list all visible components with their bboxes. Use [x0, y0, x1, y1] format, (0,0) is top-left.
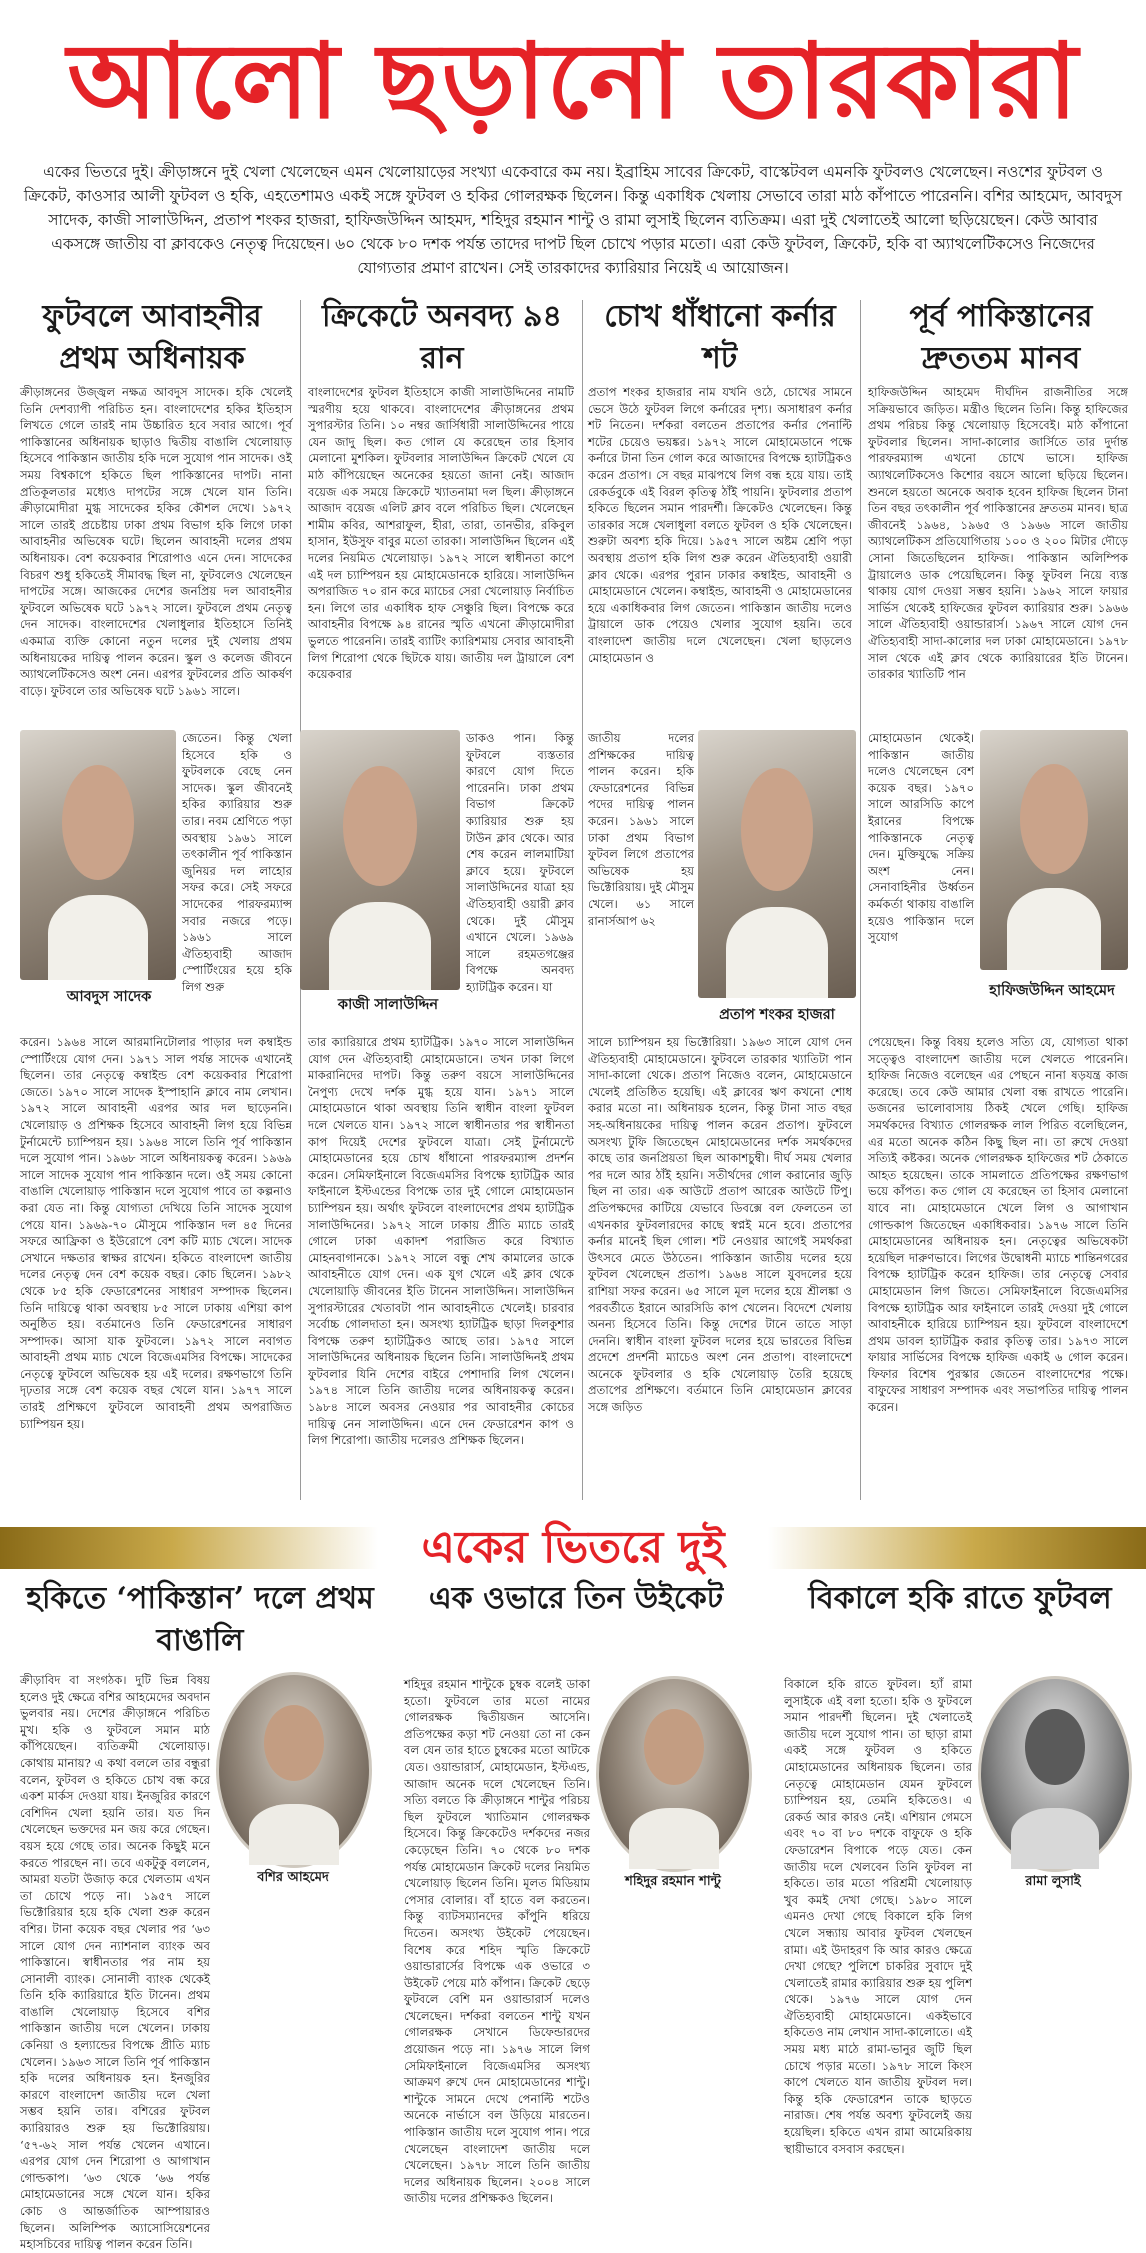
photo-hafizuddin-ahmed [980, 730, 1128, 970]
column-1-text-bottom: করেন। ১৯৬৪ সালে আরমানিটোলার পাড়ার দল কম্বাইন্ড স্পোর্টিংয়ে যোগ দেন। ১৯৭১ সাল পর্যন্ত সাদেক এখানেই ছিলেন। তার নেতৃত্বে কম্বাইন্ড বেশ কয়েকবার শিরোপা জেতে। ১৯৭০ সালে সাদেক ইস্পাহানি ক্লাবে নাম লেখান। ১৯৭২ সালে আবাহনী এরপর আর দল ছাড়েননি। খেলোয়াড় ও প্রশিক্ষক হিসেবে আবাহনী লিগ হয়ে বিভিন্ন টুর্নামেন্টে চ্যাম্পিয়ন হয়। ১৯৬৪ সালে তিনি পূর্ব পাকিস্তান দলে সুযোগ পান। ১৯৬৮ সালে অধিনায়কত্ব করেন। ১৯৬৯ সালে সাদেক সুযোগ পান পাকিস্তান দলে। ওই সময় কোনো বাঙালি খেলোয়াড় পাকিস্তান দলে সুযোগ পাবে তা কল্পনাও করা যেত না। কিন্তু যোগ্যতা দেখিয়ে তিনি সাদেক সুযোগ পেয়ে যান। ১৯৬৯-৭০ মৌসুমে পাকিস্তান দল ৪৫ দিনের সফরে আফ্রিকা ও ইউরোপে বেশ কটি ম্যাচ খেলে। সাদেক সেখানে দক্ষতার স্বাক্ষর রাখেন। হকিতে বাংলাদেশ জাতীয় দলের নেতৃত্ব দেন বেশ কয়েক বছর। কোচ ছিলেন। ১৯৮২ থেকে ৮৫ হকি ফেডারেশনের সাধারণ সম্পাদক ছিলেন। তিনি দায়িত্বে থাকা অবস্থায় ৮৫ সালে ঢাকায় এশিয়া কাপ অনুষ্ঠিত হয়। বর্তমানেও তিনি ফেডারেশনের সাধারণ সম্পাদক। আসা যাক ফুটবলে। ১৯৭২ সালে নবাগত আবাহনী প্রথম ম্যাচ খেলে বিজেএমসির বিপক্ষে। সাদেকের নেতৃত্বে ফুটবলে অভিষেক হয় এই দলের। রক্ষণভাগে তিনি দৃঢ়তার সঙ্গে বেশ কয়েক বছর খেলে যান। ১৯৭৭ সালে তারই প্রশিক্ষণে ফুটবলে আবাহনী প্রথম অপরাজিত চ্যাম্পিয়ন হয়। [20, 1035, 292, 1431]
bottom-column-2-text: শহিদুর রহমান শান্টুকে চুম্বক বলেই ডাকা হতো। ফুটবলে তার মতো নামের গোলরক্ষক দ্বিতীয়জন আসেনি। প্রতিপক্ষের কড়া শট নেওয়া তো না কেন বল যেন তার হাতে চুম্বকের মতো আটকে যেত। ওয়ান্ডারার্স, মোহামেডান, ইস্টএন্ড, আজাদ অনেক দলে খেলেছেন তিনি। সত্যি বলতে কি ক্রীড়াঙ্গনে শান্টুর পরিচয় ছিল ফুটবলে খ্যাতিমান গোলরক্ষক হিসেবে। কিন্তু ক্রিকেটেও দর্শকদের নজর কেড়েছেন তিনি। ৭০ থেকে ৮০ দশক পর্যন্ত মোহামেডান ক্রিকেট দলের নিয়মিত খেলোয়াড় ছিলেন তিনি। মূলত মিডিয়াম পেসার বোলার। বাঁ হাতে বল করতেন। কিন্তু ব্যাটসম্যানদের কাঁপুনি ধরিয়ে দিতেন। অসংখ্য উইকেট পেয়েছেন। বিশেষ করে শহিদ স্মৃতি ক্রিকেটে ওয়ান্ডারার্সের বিপক্ষে এক ওভারে ৩ উইকেট পেয়ে মাঠ কাঁপান। ক্রিকেট ছেড়ে ফুটবলে বেশি মন ওয়ান্ডারার্স দলেও খেলেছেন। দর্শকরা বলতেন শান্টু যখন গোলরক্ষক সেখানে ডিফেন্ডারদের প্রয়োজন পড়ে না। ১৯৭৬ সালে লিগ সেমিফাইনালে বিজেএমসির অসংখ্য আক্রমণ রুখে দেন মোহামেডানের শান্টু। শান্টুকে সামনে দেখে পেনাল্টি শটেও অনেকে নার্ভাসে বল উড়িয়ে মারতেন। পাকিস্তান জাতীয় দলে সুযোগ পান। পরে খেলেছেন বাংলাদেশ জাতীয় দলে খেলেছেন। ১৯৭৮ সালে তিনি জাতীয় দলের অধিনায়ক ছিলেন। ২০০৪ সালে জাতীয় দলের প্রশিক্ষকও ছিলেন। [404, 1677, 590, 2206]
caption-pratap-shankar-hazra: প্রতাপ শংকর হাজরা [700, 1004, 854, 1028]
column-3-text-top: প্রতাপ শংকর হাজরার নাম যখনি ওঠে, চোখের সামনে ভেসে উঠে ফুটবল লিগে কর্নারের দৃশ্য। অসাধারণ কর্নার শট নিতেন। দর্শকরা বলতেন প্রতাপের কর্নার পেনাল্টি শটের চেয়েও ভয়ঙ্কর। ১৯৭২ সালে মোহামেডানে পক্ষে কর্নারে টানা তিন গোল করে আজাদের বিপক্ষে হ্যাটট্রিকও করেন প্রতাপ। সে বছর মাঝপথে লিগ বন্ধ হয়ে যায়। তাই রেকর্ডবুকে এই বিরল কৃতিত্ব ঠাঁই পায়নি। ফুটবলার প্রতাপ হকিতে ছিলেন সমান পারদর্শী। ক্রিকেটও খেলেছেন। কিন্তু তারকার সঙ্গে খেলাধুলা বলতে ফুটবল ও হকি খেলেছেন। শুরুটা অবশ্য হকি দিয়ে। ১৯৫৭ সালে অষ্টম শ্রেণি পড়া অবস্থায় প্রতাপ হকি লিগ শুরু করেন ঐতিহ্যবাহী ওয়ারী ক্লাব থেকে। এরপর পুরান ঢাকার কম্বাইন্ড, আবাহনী ও মোহামেডানে খেলেন। কম্বাইন্ড, আবাহনী ও মোহামেডানের হয়ে একাধিকবার লিগ জেতেন। পাকিস্তান জাতীয় দলেও ট্রায়ালে ডাক পেয়েও খেলার সুযোগ হয়নি। তবে বাংলাদেশ জাতীয় দলে খেলেছেন। খেলা ছাড়লেও মোহামেডান ও [588, 385, 853, 665]
column-2-text-side: ডাকও পান। কিন্তু ফুটবলে ব্যস্ততার কারণে যোগ দিতে পারেননি। ঢাকা প্রথম বিভাগ ক্রিকেট ক্যারিয়ার শুরু হয় টাউন ক্লাব থেকে। আর শেষ করেন লালমাটিয়া ক্লাবে হয়ে। ফুটবলে সালাউদ্দিনের যাত্রা হয় ঐতিহ্যবাহী ওয়ারী ক্লাব থেকে। দুই মৌসুম এখানে খেলে। ১৯৬৯ সালে রহমতগঞ্জের বিপক্ষে অনবদ্য হ্যাটট্রিক করেন। যা [466, 731, 574, 994]
column-1-text-side: জেতেন। কিন্তু খেলা হিসেবে হকি ও ফুটবলকে বেছে নেন সাদেক। স্কুল জীবনেই হকির ক্যারিয়ার শুরু তার। নবম শ্রেণিতে পড়া অবস্থায় ১৯৬১ সালে তৎকালীন পূর্ব পাকিস্তান জুনিয়র দল লাহোর সফর করে। সেই সফরে সাদেকের পারফরম্যান্স সবার নজরে পড়ে। ১৯৬১ সালে ঐতিহ্যবাহী আজাদ স্পোর্টিংয়ের হয়ে হকি লিগ শুরু [182, 731, 292, 994]
column-2-title: ক্রিকেটে অনবদ্য ৯৪ রান [322, 299, 562, 376]
portrait-body [1011, 1808, 1100, 1869]
photo-shahidur-rahman-shantu [596, 1676, 752, 1872]
caption-bashir-ahmed: বশির আহমেদ [228, 1868, 358, 1889]
intro-paragraph: একের ভিতরে দুই। ক্রীড়াঙ্গনে দুই খেলা খেলেছেন এমন খেলোয়াড়ের সংখ্যা একেবারে কম নয়। ইব্রাহিম সাবের ক্রিকেট, বাস্কেটবল এমনকি ফুটবলও খেলেছেন। নওশের ফুটবল ও ক্রিকেট, কাওসার আলী ফুটবল ও হকি, এহতেশামও একই সঙ্গে ফুটবল ও হকির গোলরক্ষক ছিলেন। কিন্তু একাধিক খেলায় সেভাবে তারা মাঠ কাঁপাতে পারেননি। বশির আহমেদ, আবদুস সাদেক, কাজী সালাউদ্দিন, প্রতাপ শংকর হাজরা, হাফিজউদ্দিন আহমদ, শহিদুর রহমান শান্টু ও রামা লুসাই ছিলেন ব্যতিক্রম। এরা দুই খেলাতেই আলো ছড়িয়েছেন। কেউ আবার একসঙ্গে জাতীয় বা ক্লাবকেও নেতৃত্ব দিয়েছেন। ৬০ থেকে ৮০ দশক পর্যন্ত তাদের দাপট ছিল চোখে পড়ার মতো। এরা কেউ ফুটবল, ক্রিকেট, হকি বা অ্যাথলেটিকসেও নিজেদের যোগ্যতার প্রমাণ রাখেন। সেই তারকাদের ক্যারিয়ার নিয়েই এ আয়োজন। [23, 163, 1123, 277]
portrait-head [343, 766, 417, 886]
column-rule [582, 300, 583, 1500]
photo-pratap-shankar-hazra [698, 730, 856, 998]
column-4-title: পূর্ব পাকিস্তানের দ্রুততম মানব [909, 299, 1093, 376]
column-2-text-top: বাংলাদেশের ফুটবল ইতিহাসে কাজী সালাউদ্দিনের নামটি স্মরণীয় হয়ে থাকবে। বাংলাদেশের ক্রীড়াঙ্গনের প্রথম সুপারস্টার তিনি। ১০ নম্বর জার্সিধারী সালাউদ্দিনের পায়ে যেন জাদু ছিল। কত গোল যে করেছেন তার হিসাব মেলানো মুশকিল। ফুটবলার সালাউদ্দিন ক্রিকেট খেলে যে মাঠ কাঁপিয়েছেন অনেকের হয়তো জানা নেই। আজাদ বয়েজ এক সময়ে ক্রিকেটে খ্যাতনামা দল ছিল। ক্রীড়াঙ্গনে আজাদ বয়েজ এলিট ক্লাব বলে পরিচিত ছিল। খেলেছেন শামীম কবির, আশরাফুল, হীরা, তারা, তানভীর, রকিবুল হাসান, ইউসুফ বাবুর মতো তারকা। সালাউদ্দিন ছিলেন এই দলের নিয়মিত খেলোয়াড়। ১৯৭২ সালে স্বাধীনতা কাপে এই দল চ্যাম্পিয়ন হয় মোহামেডানকে হারিয়ে। সালাউদ্দিন অপরাজিত ৭০ রান করে ম্যাচের সেরা খেলোয়াড় নির্বাচিত হন। লিগে তার একাধিক হাফ সেঞ্চুরি ছিল। বিপক্ষে করে আবাহনীর বিপক্ষে ৯৪ রানের স্মৃতি এখনো ক্রীড়ামোদীরা ভুলতে পারেননি। তারই ব্যাটিং ক্যারিশমায় সেবার আবাহনী লিগ শিরোপা থেকে ছিটকে যায়। জাতীয় দল ট্রায়ালে বেশ কয়েকবার [308, 385, 574, 682]
photo-kazi-salahuddin [300, 730, 460, 990]
caption-shahidur-rahman-shantu: শহিদুর রহমান শান্টু [600, 1872, 746, 1893]
caption-kazi-salahuddin: কাজী সালাউদ্দিন [318, 994, 458, 1018]
column-4-text-top: হাফিজউদ্দিন আহমেদ দীর্ঘদিন রাজনীতির সঙ্গে সক্রিয়ভাবে জড়িত। মন্ত্রীও ছিলেন তিনি। কিন্তু হাফিজের প্রথম পরিচয় কিন্তু খেলোয়াড় হিসেবেই। মাঠ কাঁপানো ফুটবলার ছিলেন। সাদা-কালোর জার্সিতে তার দুর্দান্ত পারফরম্যান্স এখনো চোখে ভাসে। হাফিজ অ্যাথলেটিকসেও কিশোর বয়সে আলো ছড়িয়ে ছিলেন। শুনলে হয়তো অনেকে অবাক হবেন হাফিজ ছিলেন টানা তিন বছর তৎকালীন পূর্ব পাকিস্তানের দ্রুততম মানব। ছাত্র জীবনেই ১৯৬৪, ১৯৬৫ ও ১৯৬৬ সালে জাতীয় অ্যাথলেটিকস প্রতিযোগিতায় ১০০ ও ২০০ মিটার দৌড়ে সোনা জিতেছিলেন হাফিজ। পাকিস্তান অলিম্পিক ট্রায়ালেও ডাক পেয়েছিলেন। কিন্তু ফুটবল নিয়ে ব্যস্ত থাকায় যোগ দেওয়া সম্ভব হয়নি। ১৯৬২ সালে ফায়ার সার্ভিস থেকেই হাফিজের ফুটবল ক্যারিয়ার শুরু। ১৯৬৬ সালে ঐতিহ্যবাহী ওয়ান্ডারার্স। ১৯৬৭ সালে যোগ দেন ঐতিহ্যবাহী সাদা-কালোর দল ঢাকা মোহামেডানে। ১৯৭৮ সাল থেকে এই ক্লাব থেকে ক্যারিয়ারের ইতি টানেন। তারকার খ্যাতিটি পান [868, 385, 1128, 682]
caption-abdus-sadek: আবদুস সাদেক [44, 986, 174, 1010]
caption-hafizuddin-ahmed: হাফিজউদ্দিন আহমেদ [972, 980, 1132, 1004]
photo-bashir-ahmed [216, 1672, 372, 1868]
portrait-head [741, 768, 814, 891]
portrait-head [1025, 1709, 1084, 1785]
bottom-column-2-title: এক ওভারে তিন উইকেট [428, 1581, 724, 1616]
column-rule [860, 300, 861, 1500]
portrait-head [264, 1705, 324, 1781]
portrait-body [1007, 888, 1102, 970]
column-1-text-top: ক্রীড়াঙ্গনের উজ্জ্বল নক্ষত্র আবদুস সাদেক। হকি খেলেই তিনি দেশব্যাপী পরিচিত হন। বাংলাদেশের হকির ইতিহাস লিখতে গেলে তারই নাম উচ্চারিত হবে সবার আগে। পূর্ব পাকিস্তানের অধিনায়ক ছাড়াও দ্বিতীয় বাঙালি খেলোয়াড় হিসেবে পাকিস্তান জাতীয় হকি দলে সুযোগ পান সাদেক। ওই সময় বিশ্বকাপে হকিতে ছিল পাকিস্তানের দাপট। নানা প্রতিকূলতার মধ্যেও দাপটের সঙ্গে খেলে যান তিনি। ক্রীড়ামোদীরা মুগ্ধ সাদেকের হকির কৌশল দেখে। ১৯৭২ সালে তারই প্রচেষ্টায় ঢাকা প্রথম বিভাগ হকি লিগে ঢাকা আবাহনীর অভিষেক ঘটে। ছিলেন আবাহনী দলের প্রথম অধিনায়ক। বেশ কয়েকবার শিরোপাও এনে দেন। সাদেকের বিচরণ শুধু হকিতেই সীমাবদ্ধ ছিল না, ফুটবলেও খেলেছেন দাপটের সঙ্গে। আজকের দেশের জনপ্রিয় দল আবাহনীর ফুটবলে অভিষেক ঘটে ১৯৭২ সালে। ফুটবলে প্রথম নেতৃত্ব দেন সাদেক। বাংলাদেশের খেলাধুলার ইতিহাসে তিনিই একমাত্র ব্যক্তি কোনো নতুন দলের দুই খেলায় প্রথম অধিনায়কের দায়িত্ব পালন করেন। স্কুল ও কলেজ জীবনে অ্যাথলেটিকসেও অংশ নেন। এরপর ফুটবলের প্রতি আকর্ষণ বাড়ে। ফুটবলে তার অভিষেক ঘটে ১৯৬১ সালে। [20, 385, 292, 698]
photo-rama-lusai [978, 1676, 1132, 1872]
section-title: একের ভিতরে দুই [421, 1522, 725, 1573]
portrait-head [1020, 764, 1088, 874]
photo-abdus-sadek [20, 730, 176, 980]
portrait-head [62, 765, 134, 880]
portrait-head [644, 1709, 704, 1785]
portrait-body [629, 1808, 719, 1869]
portrait-body [249, 1804, 339, 1865]
column-3-text-side: জাতীয় দলের প্রশিক্ষকের দায়িত্ব পালন করেন। হকি ফেডারেশনের বিভিন্ন পদের দায়িত্ব পালন করেন। ১৯৬১ সালে ঢাকা প্রথম বিভাগ ফুটবল লিগে প্রতাপের অভিষেক হয় ভিক্টোরিয়ায়। দুই মৌসুম খেলে। ৬১ সালে রানার্সআপ ৬২ [588, 731, 694, 928]
bottom-column-3-title: বিকালে হকি রাতে ফুটবল [808, 1581, 1112, 1616]
bottom-column-1-title: হকিতে ‘পাকিস্তান’ দলে প্রথম বাঙালি [26, 1581, 374, 1658]
column-4-text-side: মোহামেডান থেকেই। পাকিস্তান জাতীয় দলেও খেলেছেন বেশ কয়েক বছর। ১৯৭০ সালে আরসিডি কাপে ইরানের বিপক্ষে পাকিস্তানকে নেতৃত্ব দেন। মুক্তিযুদ্ধে সক্রিয় অংশ নেন। সেনাবাহিনীর উর্ধ্বতন কর্মকর্তা থাকায় বাঙালি হয়েও পাকিস্তান দলে সুযোগ [868, 731, 974, 945]
column-3-title: চোখ ধাঁধানো কর্নার শট [604, 299, 836, 376]
portrait-body [726, 907, 827, 998]
bottom-column-3-text: বিকালে হকি রাতে ফুটবল। হ্যাঁ রামা লুসাইকে এই বলা হতো। হকি ও ফুটবলে সমান পারদর্শী ছিলেন। দুই খেলাতেই জাতীয় দলে সুযোগ পান। তা ছাড়া রামা একই সঙ্গে ফুটবল ও হকিতে মোহামেডানের অধিনায়ক ছিলেন। তার নেতৃত্বে মোহামেডান যেমন ফুটবলে চ্যাম্পিয়ন হয়, তেমনি হকিতেও। এ রেকর্ড আর কারও নেই। এশিয়ান গেমসে এবং ৭০ বা ৮০ দশকে বাফুফে ও হকি ফেডারেশন বিপাকে পড়ে যেত। কেন জাতীয় দলে খেলবেন তিনি ফুটবল না হকিতে। তার মতো পরিশ্রমী খেলোয়াড় খুব কমই দেখা গেছে। ১৯৮০ সালে এমনও দেখা গেছে বিকালে হকি লিগ খেলে সন্ধ্যায় আবার ফুটবল খেলছেন রামা। এই উদাহরণ কি আর কারও ক্ষেত্রে দেখা গেছে? পুলিশে চাকরির সুবাদে দুই খেলাতেই রামার ক্যারিয়ার শুরু হয় পুলিশ থেকে। ১৯৭৬ সালে যোগ দেন ঐতিহ্যবাহী মোহামেডানে। একইভাবে হকিতেও নাম লেখান সাদা-কালোতে। এই সময় মধ্য মাঠে রামা-ভানুর জুটি ছিল চোখে পড়ার মতো। ১৯৭৮ সালে কিংস কাপে খেলতে যান জাতীয় ফুটবল দল। কিন্তু হকি ফেডারেশন তাকে ছাড়তে নারাজ। শেষ পর্যন্ত অবশ্য ফুটবলেই জয় হয়েছিল। হকিতে এখন রামা আমেরিকায় স্থায়ীভাবে বসবাস করছেন। [784, 1677, 972, 2156]
column-1-title: ফুটবলে আবাহনীর প্রথম অধিনায়ক [42, 299, 262, 376]
column-4-text-bottom: পেয়েছেন। কিন্তু বিষয় হলেও সত্যি যে, যোগ্যতা থাকা সত্ত্বেও বাংলাদেশ জাতীয় দলে খেলতে পারেননি। হাফিজ নিজেও বলেছেন এর পেছনে নানা ষড়যন্ত্র কাজ করেছে। তবে কেউ আমার খেলা বন্ধ রাখতে পারেনি। ডজনের ভালোবাসায় ঠিকই খেলে গেছি। হাফিজ সমর্থকদের বিখ্যাত গোলরক্ষক লাল পিরিত বলেছিলেন, এর মতো অনেক কঠিন কিছু ছিল না। তা রুখে দেওয়া সত্যিই কষ্টকর। অনেক গোলরক্ষক হাফিজের শট ঠেকাতে আহত হয়েছেন। তাকে সামলাতে প্রতিপক্ষের রক্ষণভাগ ভয়ে কাঁপত। কত গোল যে করেছেন তা হিসাব মেলানো যাবে না। মোহামেডানে খেলে লিগ ও আগাখান গোল্ডকাপ জিতেছেন একাধিকবার। ১৯৭৬ সালে তিনি মোহামেডানের অধিনায়ক হন। নেতৃত্বের অভিষেকটা হয়েছিল দারুণভাবে। লিগের উদ্বোধনী ম্যাচে শান্তিনগরের বিপক্ষে হ্যাটট্রিক করেন হাফিজ। তার নেতৃত্বে সেবার মোহামেডান লিগ জিতে। সেমিফাইনালে বিজেএমসির বিপক্ষে হ্যাটট্রিক আর ফাইনালে তারই দেওয়া দুই গোলে আবাহনীকে হারিয়ে চ্যাম্পিয়ন হয়। ফুটবলে বাংলাদেশে প্রথম ডাবল হ্যাটট্রিক করার কৃতিত্ব তার। ১৯৭৩ সালে ফায়ার সার্ভিসের বিপক্ষে হাফিজ একাই ৬ গোল করেন। ফিফার বিশেষ পুরস্কার জেতেন বাংলাদেশের পক্ষে। বাফুফের সাধারণ সম্পাদক এবং সভাপতির দায়িত্ব পালন করেন। [868, 1035, 1128, 1415]
portrait-body [329, 902, 431, 990]
portrait-body [48, 895, 148, 980]
column-2-text-bottom: তার ক্যারিয়ারে প্রথম হ্যাটট্রিক। ১৯৭০ সালে সালাউদ্দিন যোগ দেন ঐতিহ্যবাহী মোহামেডানে। তখন ঢাকা লিগে মাকরানিদের দাপট। কিন্তু তরুণ বয়সে সালাউদ্দিনের নৈপুণ্য দেখে দর্শক মুগ্ধ হয়ে যান। ১৯৭১ সালে মোহামেডানে থাকা অবস্থায় তিনি স্বাধীন বাংলা ফুটবল দলে খেলতে যান। ১৯৭২ সালে স্বাধীনতার পর স্বাধীনতা কাপ দিয়েই দেশের ফুটবলে যাত্রা। সেই টুর্নামেন্টে মোহামেডানের হয়ে চোখ ধাঁধানো পারফরম্যান্স প্রদর্শন করেন। সেমিফাইনালে বিজেএমসির বিপক্ষে হ্যাটট্রিক আর ফাইনালে ইস্টএন্ডের বিপক্ষে তার দুই গোলে মোহামেডান চ্যাম্পিয়ন হয়। অর্থাৎ ফুটবলে বাংলাদেশের প্রথম হ্যাটট্রিক সালাউদ্দিনের। ১৯৭২ সালে ঢাকায় প্রীতি ম্যাচে তারই গোলে ঢাকা একাদশ পরাজিত করে বিখ্যাত মোহনবাগানকে। ১৯৭২ সালে বন্ধু শেখ কামালের ডাকে আবাহনীতে যোগ দেন। এক যুগ খেলে এই ক্লাব থেকে খেলোয়াড়ি জীবনের ইতি টানেন সালাউদ্দিন। সালাউদ্দিন সুপারস্টারের খেতাবটা পান আবাহনীতে খেলেই। চারবার সর্বোচ্চ গোলদাতা হন। অসংখ্য হ্যাটট্রিক ছাড়া দিলকুশার বিপক্ষে তরুণ হ্যাটট্রিকও আছে তার। ১৯৭৫ সালে সালাউদ্দিনের অধিনায়ক ছিলেন তিনি। সালাউদ্দিনই প্রথম ফুটবলার যিনি দেশের বাইরে পেশাদারি লিগ খেলেন। ১৯৭৪ সালে তিনি জাতীয় দলের অধিনায়কত্ব করেন। ১৯৮৪ সালে অবসর নেওয়ার পর আবাহনীর কোচের দায়িত্ব নেন সালাউদ্দিন। এনে দেন ফেডারেশন কাপ ও লিগ শিরোপা। জাতীয় দলেরও প্রশিক্ষক ছিলেন। [308, 1035, 574, 1448]
column-3-text-bottom: সালে চ্যাম্পিয়ন হয় ভিক্টোরিয়া। ১৯৬৩ সালে যোগ দেন ঐতিহ্যবাহী মোহামেডানে। ফুটবলে তারকার খ্যাতিটা পান সাদা-কালো থেকে। প্রতাপ নিজেও বলেন, মোহামেডানে খেলেই প্রতিষ্ঠিত হয়েছি। এই ক্লাবের ঋণ কখনো শোধ করার মতো না। অধিনায়ক হলেন, কিন্তু টানা সাত বছর সহ-অধিনায়কের দায়িত্ব পালন করেন প্রতাপ। ফুটবলে অসংখ্য টুফি জিতেছেন মোহামেডানের দর্শক সমর্থকদের কাছে তার জনপ্রিয়তা ছিল আকাশচুম্বী। দীর্ঘ সময় খেলার পর দলে আর ঠাঁই হয়নি। সতীর্থদের গোল করানোর জুড়ি ছিল না তার। এক আউটে প্রতাপ আরেক আউটে টিপু। প্রতিপক্ষদের কাটিয়ে যেভাবে ডিবক্সে বল ফেলতেন তা এখনকার ফুটবলারদের কাছে স্বপ্নই মনে হবে। প্রতাপের কর্নার মানেই ছিল গোল। শট নেওয়ার আগেই সমর্থকরা উৎসবে মেতে উঠতেন। পাকিস্তান জাতীয় দলের হয়ে ফুটবল খেলেছেন প্রতাপ। ১৯৬৪ সালে যুবদলের হয়ে রাশিয়া সফর করেন। ৬৫ সালে মূল দলের হয়ে শ্রীলঙ্কা ও পরবর্তীতে ইরানে আরসিডি কাপ খেলেন। বিদেশে খেলায় অনন্য হিসেবে তিনি। কিন্তু দেশের টানে তাতে সাড়া দেননি। স্বাধীন বাংলা ফুটবল দলের হয়ে ভারতের বিভিন্ন প্রদেশে প্রদর্শনী ম্যাচেও অংশ নেন প্রতাপ। বাংলাদেশে অনেকে ফুটবলার ও হকি খেলোয়াড় তৈরি হয়েছে প্রতাপের প্রশিক্ষণে। বর্তমানে তিনি মোহামেডান ক্লাবের সঙ্গে জড়িত [588, 1035, 852, 1415]
caption-rama-lusai: রামা লুসাই [988, 1872, 1118, 1893]
bottom-column-1-text: ক্রীড়াবিদ বা সংগঠক। দুটি ভিন্ন বিষয় হলেও দুই ক্ষেত্রে বশির আহমেদের অবদান ভুলবার নয়। দেশের ক্রীড়াঙ্গনে পরিচিত মুখ। হকি ও ফুটবলে সমান মাঠ কাঁপিয়েছেন। ব্যতিক্রমী খেলোয়াড়। কোথায় মানায়? এ কথা বললে তার বন্ধুরা বলেন, ফুটবল ও হকিতে চোখ বন্ধ করে একশ মার্কস দেওয়া যায়। ইনজুরির কারণে বেশিদিন খেলা হয়নি তার। যত দিন খেলেছেন ভক্তদের মন জয় করে গেছেন। বয়স হয়ে গেছে তার। অনেক কিছুই মনে করতে পারছেন না। তবে একটুকু বললেন, আমরা যতটা উজাড় করে খেলতাম এখন তা চোখে পড়ে না। ১৯৫৭ সালে ভিক্টোরিয়ার হয়ে হকি খেলা শুরু করেন বশির। টানা কয়েক বছর খেলার পর ‘৬৩ সালে যোগ দেন ন্যাশনাল ব্যাংক অব পাকিস্তানে। স্বাধীনতার পর নাম হয় সোনালী ব্যাংক। সোনালী ব্যাংক থেকেই তিনি হকি ক্যারিয়ারে ইতি টানেন। প্রথম বাঙালি খেলোয়াড় হিসেবে বশির পাকিস্তান জাতীয় দলে খেলেন। ঢাকায় কেনিয়া ও হল্যান্ডের বিপক্ষে প্রীতি ম্যাচ খেলেন। ১৯৬৩ সালে তিনি পূর্ব পাকিস্তান হকি দলের অধিনায়ক হন। ইনজুরির কারণে বাংলাদেশ জাতীয় দলে খেলা সম্ভব হয়নি তার। বশিরের ফুটবল ক্যারিয়ারও শুরু হয় ভিক্টোরিয়ায়। ‘৫৭-৬২ সাল পর্যন্ত খেলেন এখানে। এরপর যোগ দেন শিরোপা ও আগাখান গোল্ডকাপ। ‘৬৩ থেকে ‘৬৬ পর্যন্ত মোহামেডানের সঙ্গে খেলে যান। হকির কোচ ও আন্তর্জাতিক আম্পায়ারও ছিলেন। অলিম্পিক অ্যাসোসিয়েশনের মহাসচিবের দায়িত্ব পালন করেন তিনি। [20, 1673, 210, 2252]
masthead-title: আলো ছড়ানো তারকারা [67, 19, 1079, 142]
